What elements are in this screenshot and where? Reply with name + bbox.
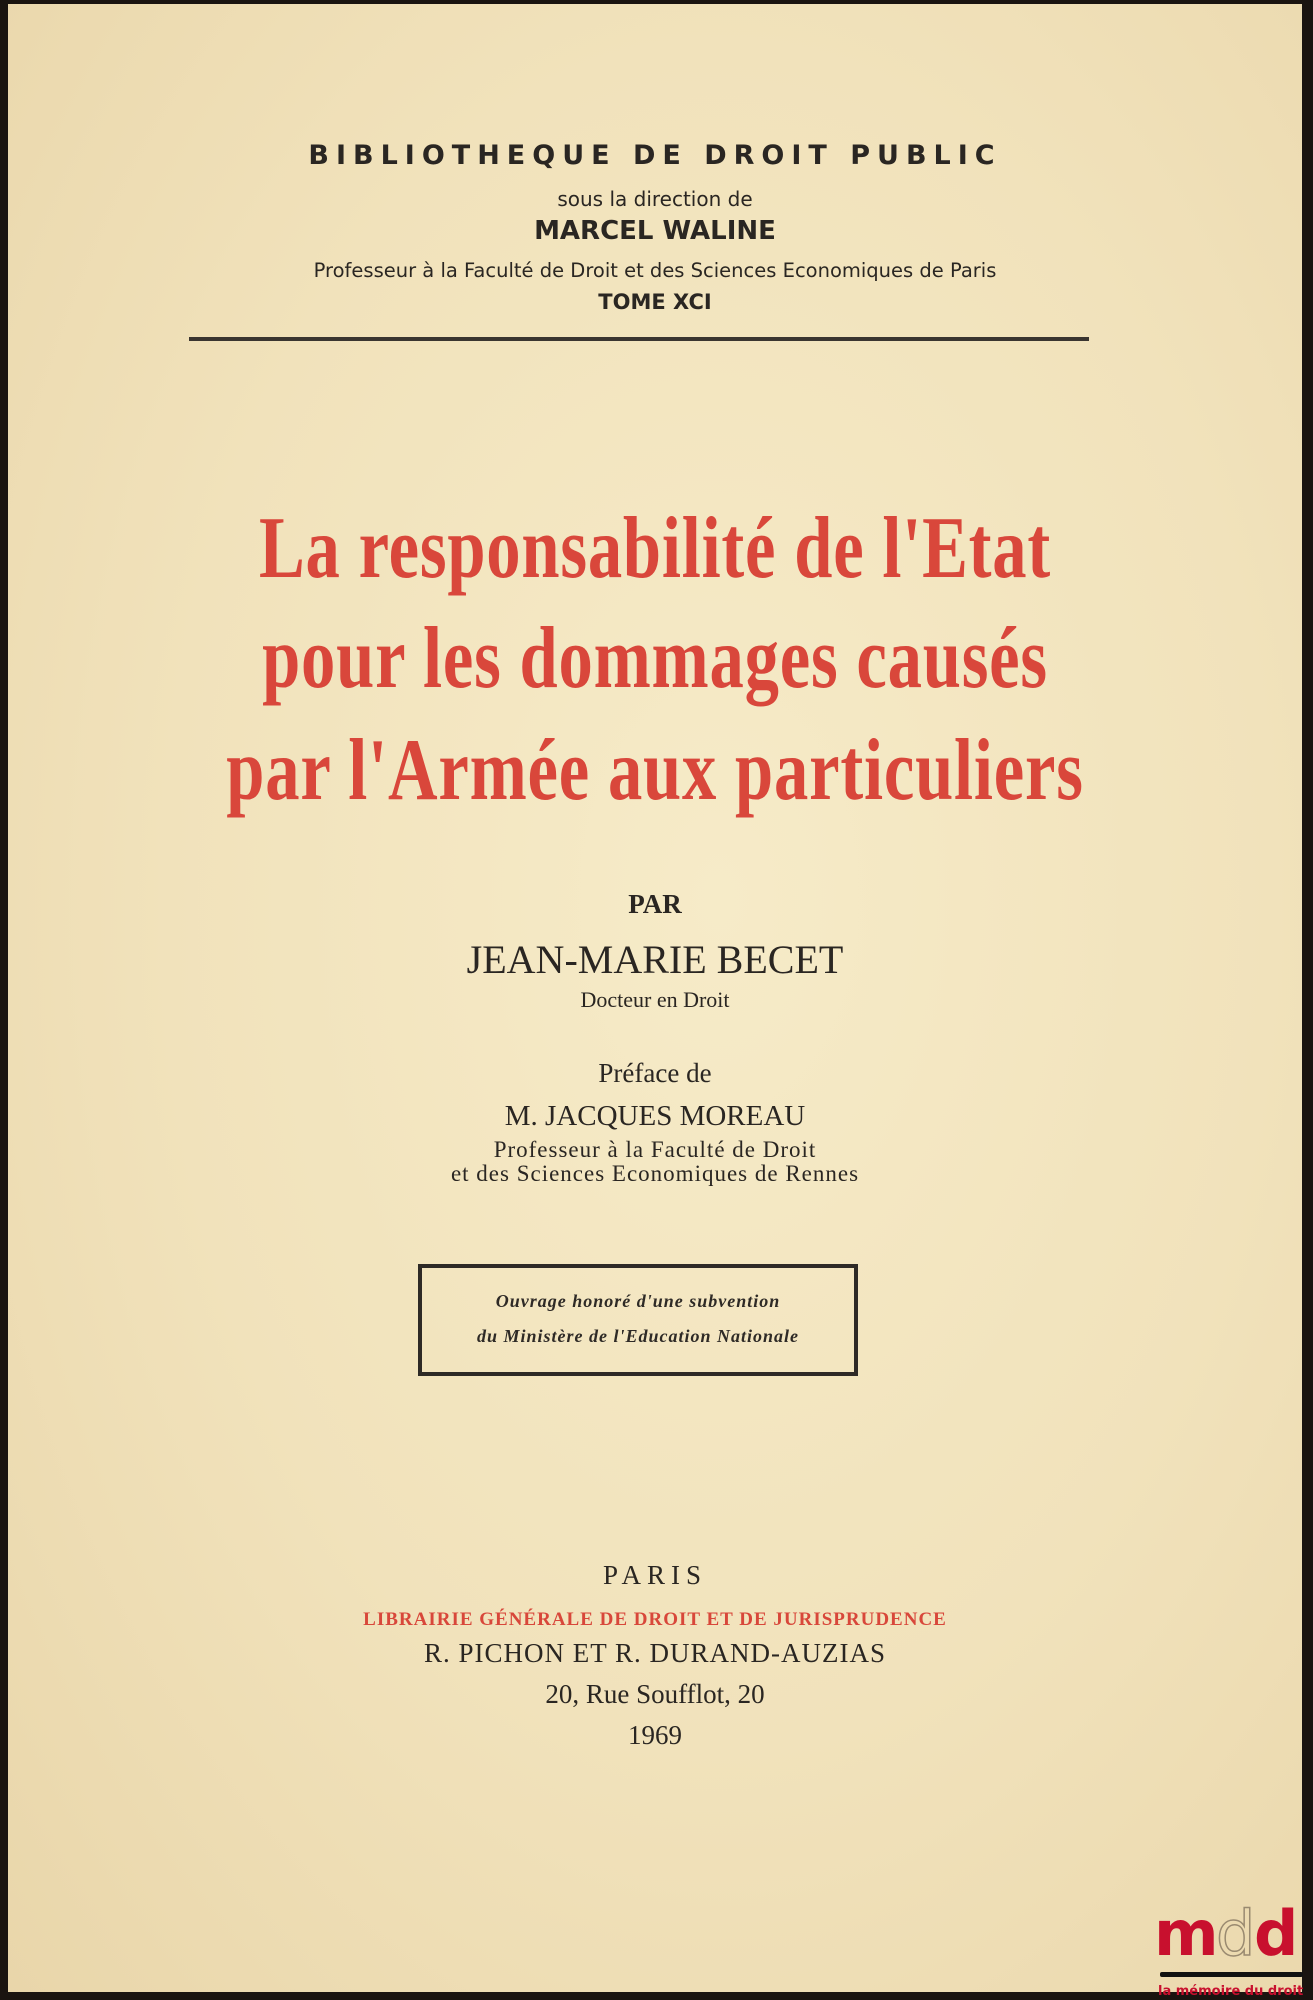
svg-text:d: d	[1254, 1897, 1299, 1970]
svg-text:m: m	[1154, 1897, 1219, 1970]
author-name: JEAN-MARIE BECET	[466, 937, 844, 982]
svg-text:la mémoire du droit: la mémoire du droit	[1158, 1984, 1304, 1998]
book-cover-page	[8, 4, 1302, 1992]
subsidy-notice-line-2: du Ministère de l'Education Nationale	[476, 1326, 800, 1346]
series-director: MARCEL WALINE	[534, 216, 776, 246]
preface-author: M. JACQUES MOREAU	[504, 1100, 806, 1132]
header-divider	[189, 337, 1089, 341]
book-title-line-1: La responsabilité de l'Etat	[258, 500, 1052, 597]
publisher-name: LIBRAIRIE GÉNÉRALE DE DROIT ET DE JURISPRUDENCE	[363, 1609, 947, 1630]
book-title-line-2: pour les dommages causés	[262, 610, 1048, 707]
mdd-watermark-logo	[1150, 1893, 1305, 1998]
by-label: PAR	[628, 889, 682, 919]
svg-text:d: d	[1216, 1897, 1256, 1970]
publication-year: 1969	[628, 1720, 682, 1750]
volume-number: TOME XCI	[598, 290, 712, 314]
publisher-address: 20, Rue Soufflot, 20	[545, 1679, 765, 1709]
publisher-owners: R. PICHON ET R. DURAND-AUZIAS	[423, 1638, 886, 1668]
direction-label: sous la direction de	[557, 187, 753, 211]
preface-author-title-1: Professeur à la Faculté de Droit	[493, 1137, 817, 1162]
publisher-city: PARIS	[602, 1560, 708, 1590]
preface-label: Préface de	[598, 1058, 712, 1088]
author-degree: Docteur en Droit	[580, 987, 730, 1012]
book-title-line-3: par l'Armée aux particuliers	[226, 722, 1084, 819]
series-title: BIBLIOTHEQUE DE DROIT PUBLIC	[308, 140, 1002, 171]
preface-author-title-2: et des Sciences Economiques de Rennes	[450, 1161, 860, 1186]
director-title: Professeur à la Faculté de Droit et des Sciences Economiques de Paris	[313, 259, 997, 282]
subsidy-notice-line-1: Ouvrage honoré d'une subvention	[495, 1291, 781, 1311]
subsidy-notice-box	[418, 1264, 858, 1376]
